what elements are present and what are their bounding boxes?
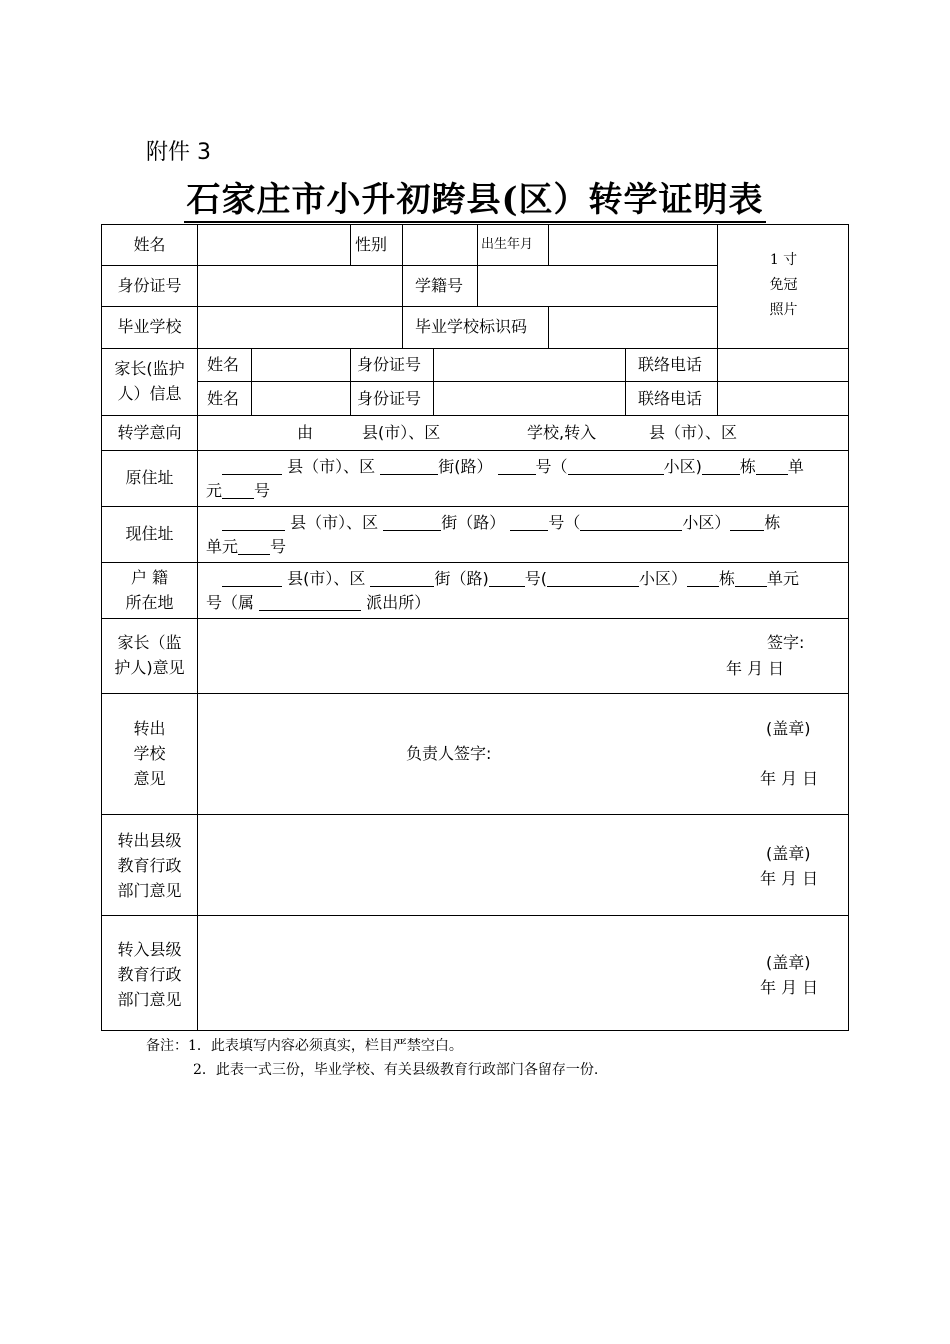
blank	[498, 456, 536, 475]
blank	[735, 568, 767, 587]
in-county-seal: (盖章)	[766, 953, 811, 972]
in-county-date: 年 月 日	[760, 978, 819, 997]
blank	[687, 568, 719, 587]
blank	[370, 568, 434, 587]
blank	[238, 536, 270, 555]
label-out-county-1: 转出县级	[117, 831, 182, 850]
transfer-county2: 县（市）、区	[649, 423, 738, 442]
guardian1-name: 姓名	[207, 355, 240, 374]
hukou-no: 号(	[524, 569, 547, 588]
hukou-street: 街（路)	[434, 569, 489, 588]
curr-no: 号（	[548, 513, 581, 532]
curr-addr-line1	[222, 511, 780, 535]
attachment-label: 附件 3	[146, 140, 211, 165]
curr-street: 街（路）	[441, 513, 506, 532]
label-curr-addr: 现住址	[125, 524, 174, 543]
blank	[756, 456, 788, 475]
label-transfer: 转学意向	[117, 423, 182, 442]
out-school-date: 年 月 日	[760, 769, 819, 788]
hukou-unit: 单元	[766, 569, 799, 588]
row-divider	[102, 450, 849, 451]
label-in-county-2: 教育行政	[117, 965, 182, 984]
guardian2-name: 姓名	[207, 389, 240, 408]
curr-suffix: 号	[270, 537, 287, 556]
label-id: 身份证号	[117, 276, 182, 295]
row-divider	[102, 618, 849, 619]
col-divider	[402, 265, 403, 348]
blank	[489, 568, 525, 587]
label-guardian-2: 人）信息	[117, 384, 182, 403]
col-divider	[625, 348, 626, 415]
hukou-prefix: 号（属	[206, 593, 255, 612]
label-out-school-2: 学校	[133, 744, 166, 763]
label-birth: 出生年月	[481, 237, 534, 252]
guardian1-phone: 联络电话	[638, 355, 703, 374]
hukou-building: 栋	[718, 569, 735, 588]
hukou-community: 小区）	[638, 569, 687, 588]
label-hukou-2: 所在地	[125, 593, 174, 612]
blank	[580, 512, 682, 531]
note-1: 备注：1．此表填写内容必须真实，栏目严禁空白。	[146, 1038, 463, 1054]
label-out-school-1: 转出	[133, 719, 166, 738]
curr-community: 小区）	[682, 513, 731, 532]
hukou-police: 派出所）	[366, 593, 431, 612]
blank	[568, 456, 664, 475]
col-divider	[350, 225, 351, 265]
row-divider	[102, 693, 849, 694]
row-divider	[102, 306, 717, 307]
guardian1-id: 身份证号	[357, 355, 422, 374]
hukou-line2	[206, 591, 430, 615]
label-out-county-3: 部门意见	[117, 881, 182, 900]
page-title: 石家庄市小升初跨县(区）转学证明表	[184, 180, 765, 223]
col-divider	[548, 306, 549, 348]
row-divider	[102, 415, 849, 416]
out-school-sign: 负责人签字:	[406, 744, 492, 763]
hukou-line1	[222, 567, 799, 591]
label-hukou-1: 户 籍	[130, 568, 169, 587]
row-divider	[102, 265, 717, 266]
blank	[380, 456, 438, 475]
hukou-county: 县(市）、区	[287, 569, 366, 588]
transfer-county1: 县(市）、区	[362, 423, 441, 442]
parent-date: 年 月 日	[726, 659, 785, 678]
orig-street: 街(路）	[438, 457, 493, 476]
label-parent-2: 护人)意见	[114, 658, 185, 677]
row-divider	[102, 562, 849, 563]
transfer-school: 学校,转入	[527, 423, 597, 442]
row-divider	[102, 814, 849, 815]
orig-community: 小区)	[663, 457, 702, 476]
curr-unit: 单元	[206, 537, 239, 556]
out-county-seal: (盖章)	[766, 844, 811, 863]
col-divider	[402, 225, 403, 265]
orig-unit2: 元	[206, 481, 223, 500]
col-divider	[350, 348, 351, 415]
row-divider	[102, 915, 849, 916]
label-school-code: 毕业学校标识码	[415, 317, 528, 336]
row-divider	[102, 348, 849, 349]
label-in-county-1: 转入县级	[117, 940, 182, 959]
blank	[547, 568, 639, 587]
row-divider	[197, 381, 849, 382]
label-student-no: 学籍号	[415, 276, 464, 295]
curr-county: 县（市）、区	[290, 513, 379, 532]
parent-sign: 签字:	[767, 633, 805, 652]
label-school: 毕业学校	[117, 317, 182, 336]
blank	[259, 592, 361, 611]
orig-addr-line2	[206, 479, 270, 503]
photo-bareheaded: 免冠	[769, 277, 798, 293]
orig-unit: 单	[787, 457, 804, 476]
label-gender: 性别	[355, 235, 388, 254]
blank	[730, 512, 764, 531]
col-divider	[477, 265, 478, 306]
blank	[383, 512, 441, 531]
blank	[222, 568, 282, 587]
out-county-date: 年 月 日	[760, 869, 819, 888]
orig-county: 县（市）、区	[287, 457, 376, 476]
blank	[222, 480, 254, 499]
label-in-county-3: 部门意见	[117, 990, 182, 1009]
blank	[702, 456, 740, 475]
transfer-form	[101, 224, 849, 1031]
guardian2-id: 身份证号	[357, 389, 422, 408]
page-title-wrap	[0, 172, 950, 221]
col-divider	[433, 348, 434, 415]
orig-building: 栋	[739, 457, 756, 476]
col-divider	[251, 348, 252, 415]
orig-suffix: 号	[254, 481, 271, 500]
label-out-school-3: 意见	[133, 769, 166, 788]
col-divider	[548, 225, 549, 265]
photo-size: 1 寸	[769, 252, 798, 268]
row-divider	[102, 506, 849, 507]
photo-box	[718, 248, 849, 323]
transfer-from: 由	[297, 423, 314, 442]
col-divider	[477, 225, 478, 265]
guardian2-phone: 联络电话	[638, 389, 703, 408]
blank	[222, 512, 285, 531]
blank	[222, 456, 282, 475]
blank	[510, 512, 548, 531]
out-school-seal: (盖章)	[766, 719, 811, 738]
orig-no: 号（	[535, 457, 568, 476]
photo-label: 照片	[769, 302, 798, 318]
label-out-county-2: 教育行政	[117, 856, 182, 875]
curr-building: 栋	[764, 513, 781, 532]
note-2: 2．此表一式三份，毕业学校、有关县级教育行政部门各留存一份.	[193, 1062, 599, 1078]
orig-addr-line1	[222, 455, 804, 479]
curr-addr-line2	[206, 535, 286, 559]
label-orig-addr: 原住址	[125, 468, 174, 487]
col-divider	[197, 225, 198, 1031]
label-guardian-1: 家长(监护	[114, 359, 185, 378]
label-name: 姓名	[133, 235, 166, 254]
label-parent-1: 家长（监	[117, 633, 182, 652]
